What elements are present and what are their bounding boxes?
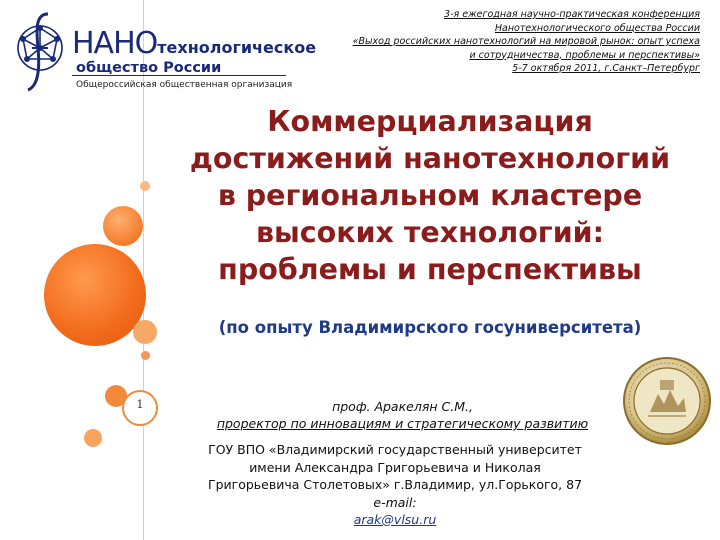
slide-title (160, 103, 700, 288)
title-line: проблемы и перспективы (218, 253, 642, 286)
author-name: проф. Аракелян С.М., (332, 399, 473, 414)
title-line: достижений нанотехнологий (189, 142, 671, 175)
slide-number: 1 (136, 398, 144, 411)
logo-society-text: общество России (76, 60, 222, 76)
author-position: проректор по инновациям и стратегическому развитию (216, 416, 589, 431)
university-seal-icon (622, 356, 712, 446)
nano-society-logo (8, 8, 317, 98)
title-line: Коммерциализация (267, 105, 593, 138)
affiliation-block (150, 441, 640, 529)
logo-divider (72, 75, 286, 76)
conference-line: и сотрудничества, проблемы и перспективы» (469, 49, 700, 61)
decorative-circle (141, 351, 150, 360)
conference-line: Нанотехнологического общества России (494, 22, 700, 34)
decorative-circle (103, 206, 143, 246)
email-label: e-mail: (373, 494, 417, 510)
affiliation-line: имени Александра Григорьевича и Николая (249, 459, 541, 475)
logo-wordmark (72, 26, 316, 61)
logo-nano-text: НАНО (72, 26, 158, 61)
slide-subtitle: (по опыту Владимирского госуниверситета) (218, 318, 642, 337)
conference-line: «Выход российских нанотехнологий на мировой рынок: опыт успеха (352, 36, 700, 47)
decorative-circle (44, 244, 146, 346)
conference-line: 3-я ежегодная научно-практическая конференция (444, 9, 700, 20)
conference-line: 5-7 октября 2011, г.Санкт–Петербург (512, 63, 700, 74)
email-link[interactable]: arak@vlsu.ru (353, 512, 437, 527)
decorative-circle (84, 429, 102, 447)
title-line: в региональном кластере (217, 179, 643, 212)
affiliation-line: ГОУ ВПО «Владимирский государственный университет (208, 442, 582, 457)
decorative-circle (140, 181, 150, 191)
nano-society-logo-icon (8, 8, 72, 98)
conference-info (300, 8, 700, 76)
email-line (150, 494, 640, 529)
decorative-circle (133, 320, 157, 344)
title-line: высоких технологий: (255, 216, 605, 249)
affiliation-line: Григорьевича Столетовых» г.Владимир, ул.Горького, 87 (207, 477, 583, 492)
logo-tech-text: технологическое (157, 38, 317, 57)
author-block (160, 398, 645, 432)
logo-org-text: Общероссийская общественная организация (76, 80, 293, 90)
